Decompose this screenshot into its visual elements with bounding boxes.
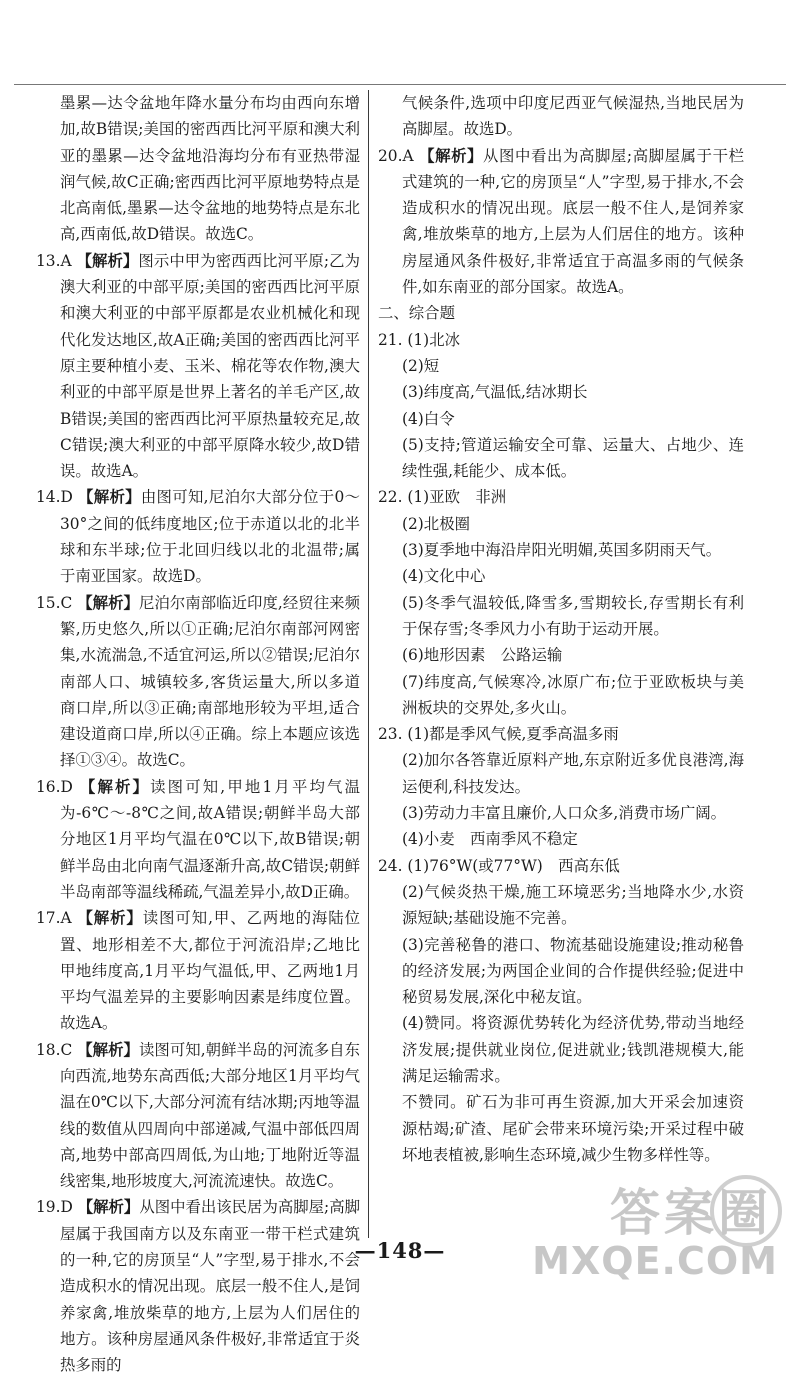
answer-body: (2)加尔各答靠近原料产地,东京附近多优良港湾,海运便利,科技发达。 [402, 751, 744, 796]
answer-item [378, 484, 744, 510]
answer-body: 气候条件,选项中印度尼西亚气候湿热,当地民居为高脚屋。故选D。 [402, 94, 744, 139]
right-column [378, 90, 744, 1168]
answer-body: 不赞同。矿石为非可再生资源,加大开采会加速资源枯竭;矿渣、尾矿会带来环境污染;开采过程中破坏地表植被,影响生态环境,减少生物多样性等。 [402, 1093, 744, 1164]
answer-item [378, 721, 744, 747]
answer-body: (2)气候炎热干燥,施工环境恶劣;当地降水少,水资源短缺;基础设施不完善。 [402, 882, 744, 928]
answer-text [378, 300, 744, 326]
answer-item [378, 327, 744, 353]
analysis-tag: 【解析】 [419, 146, 484, 165]
answer-item [36, 905, 360, 1036]
watermark-site: MXQE.COM [532, 1239, 778, 1283]
answer-text [378, 747, 744, 800]
analysis-tag: 【解析】 [77, 1040, 139, 1059]
answer-body: (5)冬季气温较低,降雪多,雪期较长,存雪期长有利于保存雪;冬季风力小有助于运动开展。 [402, 593, 744, 638]
answer-item [36, 484, 360, 589]
question-number: 18.C [36, 1040, 73, 1059]
question-number: 16.D [36, 777, 73, 796]
answer-text [378, 932, 744, 1011]
top-rule [14, 84, 786, 85]
answer-text [378, 90, 744, 143]
answer-body: (7)纬度高,气候寒冷,冰原广布;位于亚欧板块与美洲板块的交界处,多火山。 [402, 672, 744, 717]
answer-body: 由图可知,尼泊尔大部分位于0～30°之间的低纬度地区;位于赤道以北的北半球和东半球;位于北回归线以北的北温带;属于南亚国家。故选D。 [60, 488, 360, 586]
answer-body: 读图可知,朝鲜半岛的河流多自东向西流,地势东高西低;大部分地区1月平均气温在0℃以下,大部分河流有结冰期;丙地等温线的数值从四周向中部递减,气温中部低四周高,地势中部高四周低,为山地;丁地附近等温线密集,地形坡度大,河流流速快。故选C。 [60, 1040, 360, 1191]
answer-body: (4)赞同。将资源优势转化为经济优势,带动当地经济发展;提供就业岗位,促进就业;钱凯港规模大,能满足运输需求。 [402, 1014, 744, 1085]
answer-body: (4)白令 [402, 409, 455, 428]
question-number: 24. [378, 856, 403, 875]
answer-body: (3)夏季地中海沿岸阳光明媚,英国多阴雨天气。 [402, 541, 722, 560]
question-number: 14.D [36, 488, 73, 507]
answer-text [378, 511, 744, 537]
question-number: 20.A [378, 146, 414, 165]
answer-text [378, 826, 744, 852]
answer-text [378, 1010, 744, 1089]
answer-body: (3)纬度高,气温低,结冰期长 [402, 383, 588, 402]
column-divider [368, 90, 369, 1238]
answer-item [36, 1037, 360, 1195]
answer-body: (3)完善秘鲁的港口、物流基础设施建设;推动秘鲁的经济发展;为两国企业间的合作提供经验;促进中秘贸易发展,深化中秘友谊。 [402, 935, 744, 1007]
analysis-tag: 【解析】 [78, 488, 141, 507]
answer-body: 从图中看出为高脚屋;高脚屋属于干栏式建筑的一种,它的房顶呈“人”字型,易于排水,不会造成积水的情况出现。底层一般不住人,是饲养家禽,堆放柴草的地方,上层为人们居住的地方。该种房屋通风条件极好,非常适宜于高温多雨的气候条件,如东南亚的部分国家。故选A。 [402, 146, 744, 297]
answer-item [378, 853, 744, 879]
page-number: —148— [354, 1238, 446, 1263]
answer-item [36, 590, 360, 774]
answer-text [378, 590, 744, 643]
analysis-tag: 【解析】 [76, 251, 139, 270]
analysis-tag: 【解析】 [77, 593, 139, 612]
answer-body: (1)76°W(或77°W) 西高东低 [407, 856, 620, 875]
answer-text [378, 406, 744, 432]
answer-body: (2)短 [402, 356, 440, 375]
answer-body: (1)北冰 [407, 330, 460, 349]
answer-item [36, 248, 360, 485]
answer-body: 图示中甲为密西西比河平原;乙为澳大利亚的中部平原;美国的密西西比河平原和澳大利亚的中部平原都是农业机械化和现代化发达地区,故A正确;美国的密西西比河平原主要种植小麦、玉米、棉花等农作物,澳大利亚的中部平原是世界上著名的羊毛产区,故B错误;美国的密西西比河平原热量较充足,故C错误;澳大利亚的中部平原降水较少,故D错误。故选A。 [60, 251, 360, 481]
answer-text [378, 563, 744, 589]
analysis-tag: 【解析】 [79, 777, 151, 796]
answer-item [378, 143, 744, 301]
answer-item [36, 1194, 360, 1378]
answer-body: (4)小麦 西南季风不稳定 [402, 830, 578, 849]
answer-body: 读图可知,甲、乙两地的海陆位置、地形相差不大,都位于河流沿岸;乙地比甲地纬度高,1月平均气温低,甲、乙两地1月平均气温差异的主要影响因素是纬度位置。故选A。 [60, 909, 360, 1033]
answer-body: 墨累—达令盆地年降水量分布均由西向东增加,故B错误;美国的密西西比河平原和澳大利亚的墨累—达令盆地沿海均分布有亚热带湿润气候,故C正确;密西西比河平原地势特点是北高南低,墨累—达令盆地的地势特点是东北高,西南低,故D错误。故选C。 [60, 94, 360, 244]
answer-body: (4)文化中心 [402, 567, 486, 586]
question-number: 15.C [36, 593, 73, 612]
answer-body: 二、综合题 [378, 304, 455, 323]
answer-body: (1)亚欧 非洲 [407, 488, 507, 507]
answer-body: 尼泊尔南部临近印度,经贸往来频繁,历史悠久,所以①正确;尼泊尔南部河网密集,水流湍急,不适宜河运,所以②错误;尼泊尔南部人口、城镇较多,客货运量大,所以多道商口岸,所以③正确;南部地形较为平坦,适合建设道商口岸,所以④正确。综上本题应该选择①③④。故选C。 [60, 593, 360, 770]
answer-text [378, 642, 744, 668]
answer-body: (3)劳动力丰富且廉价,人口众多,消费市场广阔。 [402, 804, 727, 823]
answer-text [378, 879, 744, 932]
watermark-logo: 答案圈 [610, 1184, 772, 1242]
answer-text [378, 353, 744, 379]
answer-body: (1)都是季风气候,夏季高温多雨 [407, 725, 619, 744]
answer-body: (2)北极圈 [402, 514, 470, 533]
question-number: 23. [378, 725, 403, 744]
left-column [36, 90, 360, 1379]
question-number: 17.A [36, 909, 72, 928]
answer-item [36, 774, 360, 905]
question-number: 21. [378, 330, 403, 349]
watermark [402, 1173, 782, 1283]
question-number: 19.D [36, 1198, 73, 1217]
answer-text [378, 1089, 744, 1168]
analysis-tag: 【解析】 [77, 1198, 140, 1217]
answer-body: (6)地形因素 公路运输 [402, 646, 563, 665]
answer-text [378, 379, 744, 405]
answer-text [378, 432, 744, 485]
answer-text [36, 90, 360, 248]
answer-text [378, 669, 744, 722]
answer-body: 从图中看出该民居为高脚屋;高脚屋属于我国南方以及东南亚一带干栏式建筑的一种,它的房顶呈“人”字型,易于排水,不会造成积水的情况出现。底层一般不住人,是饲养家禽,堆放柴草的地方,上层为人们居住的地方。该种房屋通风条件极好,非常适宜于炎热多雨的 [60, 1198, 360, 1375]
question-number: 13.A [36, 251, 72, 270]
answer-text [378, 537, 744, 563]
answer-text [378, 800, 744, 826]
answer-body: (5)支持;管道运输安全可靠、运量大、占地少、连续性强,耗能少、成本低。 [402, 435, 744, 481]
analysis-tag: 【解析】 [77, 909, 143, 928]
question-number: 22. [378, 488, 403, 507]
answer-body: 读图可知,甲地1月平均气温为-6℃～-8℃之间,故A错误;朝鲜半岛大部分地区1月平均气温在0℃以下,故B错误;朝鲜半岛由北向南气温逐渐升高,故C错误;朝鲜半岛南部等温线稀疏,气温差异小,故D正确。 [60, 777, 360, 901]
